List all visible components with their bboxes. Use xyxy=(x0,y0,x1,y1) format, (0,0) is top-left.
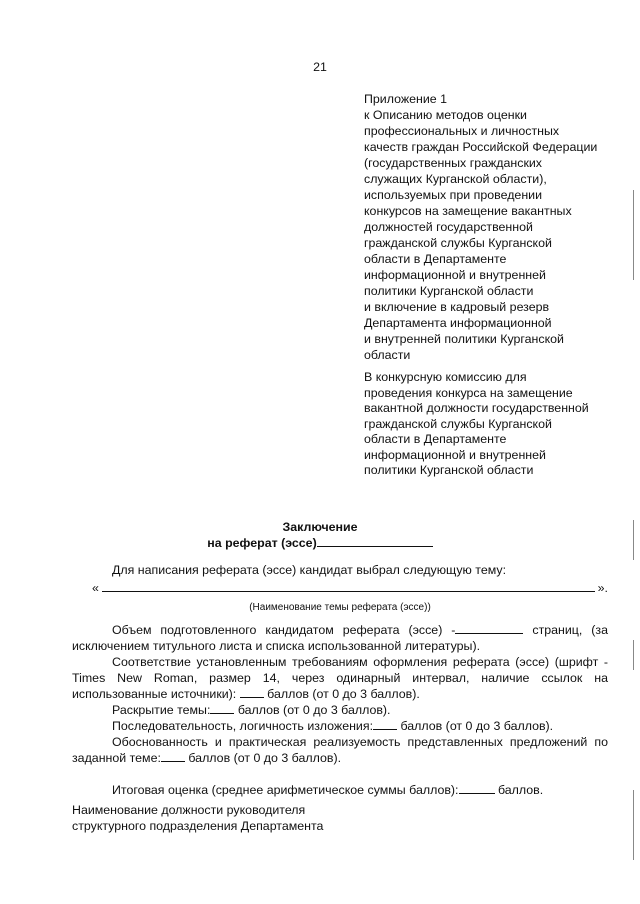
annex-line: должностей государственной xyxy=(364,220,533,234)
annex-line: конкурсов на замещение вакантных xyxy=(364,204,572,218)
address-line: области в Департаменте xyxy=(364,432,507,446)
validity-text-a: Обоснованность и практическая реализуемость представленных предложений по заданной теме: xyxy=(72,735,608,765)
address-line: политики Курганской области xyxy=(364,463,534,477)
annex-line: и включение в кадровый резерв xyxy=(364,300,550,314)
scan-edge-mark xyxy=(633,520,634,560)
topic-blank xyxy=(102,591,595,592)
annex-line: используемых при проведении xyxy=(364,188,543,202)
quote-close: ». xyxy=(597,581,608,595)
pages-blank xyxy=(455,633,523,634)
scan-edge-mark xyxy=(633,250,634,280)
address-line: проведения конкурса на замещение xyxy=(364,385,573,400)
consistency-text-b: баллов (от 0 до 3 баллов). xyxy=(400,719,554,733)
compliance-text-b: баллов (от 0 до 3 баллов). xyxy=(267,687,420,701)
title-subtitle: на реферат (эссе) xyxy=(207,536,317,550)
scan-edge-mark xyxy=(633,190,634,250)
annex-line: области xyxy=(364,348,411,362)
disclosure-text-b: баллов (от 0 до 3 баллов). xyxy=(237,703,391,717)
final-text-a: Итоговая оценка (среднее арифметическое суммы баллов): xyxy=(112,783,459,797)
scan-edge-mark xyxy=(633,640,634,670)
annex-line: области в Департаменте xyxy=(364,252,507,266)
address-line: гражданской службы Курганской xyxy=(364,416,552,431)
signature-block xyxy=(72,802,323,834)
annex-line: (государственных гражданских xyxy=(364,156,542,170)
address-line: информационной и внутренней xyxy=(364,447,546,462)
quote-open: « xyxy=(92,581,99,595)
annex-line: профессиональных и личностных xyxy=(364,124,560,138)
address-line: В конкурсную комиссию для xyxy=(364,370,527,384)
address-line: вакантной должности государственной xyxy=(364,401,589,415)
scan-edge-mark xyxy=(633,790,634,860)
compliance-score-blank xyxy=(240,697,264,698)
volume-text-b: страниц, (за исключением титульного листа и списка использованной литературы). xyxy=(72,623,608,653)
signature-line: Наименование должности руководителя xyxy=(72,803,306,817)
consistency-score-blank xyxy=(373,729,397,730)
document-title xyxy=(0,519,640,551)
page-number: 21 xyxy=(313,60,327,74)
consistency-text-a: Последовательность, логичность изложения: xyxy=(112,719,374,733)
final-text-b: баллов. xyxy=(497,783,544,797)
disclosure-text-a: Раскрытие темы: xyxy=(112,703,211,717)
annex-line: гражданской службы Курганской xyxy=(364,236,552,250)
topic-line xyxy=(72,578,608,596)
annex-line: служащих Курганской области), xyxy=(364,172,547,186)
addressee-block xyxy=(364,370,614,479)
annex-line: и внутренней политики Курганской xyxy=(364,332,564,346)
annex-line: информационной и внутренней xyxy=(364,268,546,282)
volume-paragraph xyxy=(72,622,608,654)
annex-line: к Описанию методов оценки xyxy=(364,108,527,122)
intro-text: Для написания реферата (эссе) кандидат выбрал следующую тему: xyxy=(112,563,507,577)
annex-line: политики Курганской области xyxy=(364,284,534,298)
annex-line: качеств граждан Российской Федерации xyxy=(364,140,598,154)
validity-score-blank xyxy=(161,761,185,762)
compliance-paragraph xyxy=(72,654,608,702)
annex-block xyxy=(364,91,614,363)
disclosure-paragraph xyxy=(72,702,608,718)
document-body xyxy=(72,562,608,798)
compliance-text-a: Соответствие установленным требованиям оформления реферата (эссе) (шрифт - Times New Roman, размер 14, через одинарный интервал, наличие ссылок на использованные источники): xyxy=(72,655,608,701)
signature-line: структурного подразделения Департамента xyxy=(72,819,324,833)
volume-text-a: Объем подготовленного кандидатом реферата (эссе) - xyxy=(112,623,456,637)
final-score-paragraph xyxy=(72,782,608,798)
consistency-paragraph xyxy=(72,718,608,734)
annex-line: Приложение 1 xyxy=(364,92,448,106)
title-blank xyxy=(317,546,433,547)
annex-line: Департамента информационной xyxy=(364,316,552,330)
topic-caption: (Наименование темы реферата (эссе)) xyxy=(249,602,431,613)
title-line: Заключение xyxy=(282,520,358,534)
disclosure-score-blank xyxy=(210,713,234,714)
final-score-blank xyxy=(459,793,495,794)
validity-paragraph xyxy=(72,734,608,766)
title-subline xyxy=(0,535,640,551)
validity-text-b: баллов (от 0 до 3 баллов). xyxy=(188,751,342,765)
